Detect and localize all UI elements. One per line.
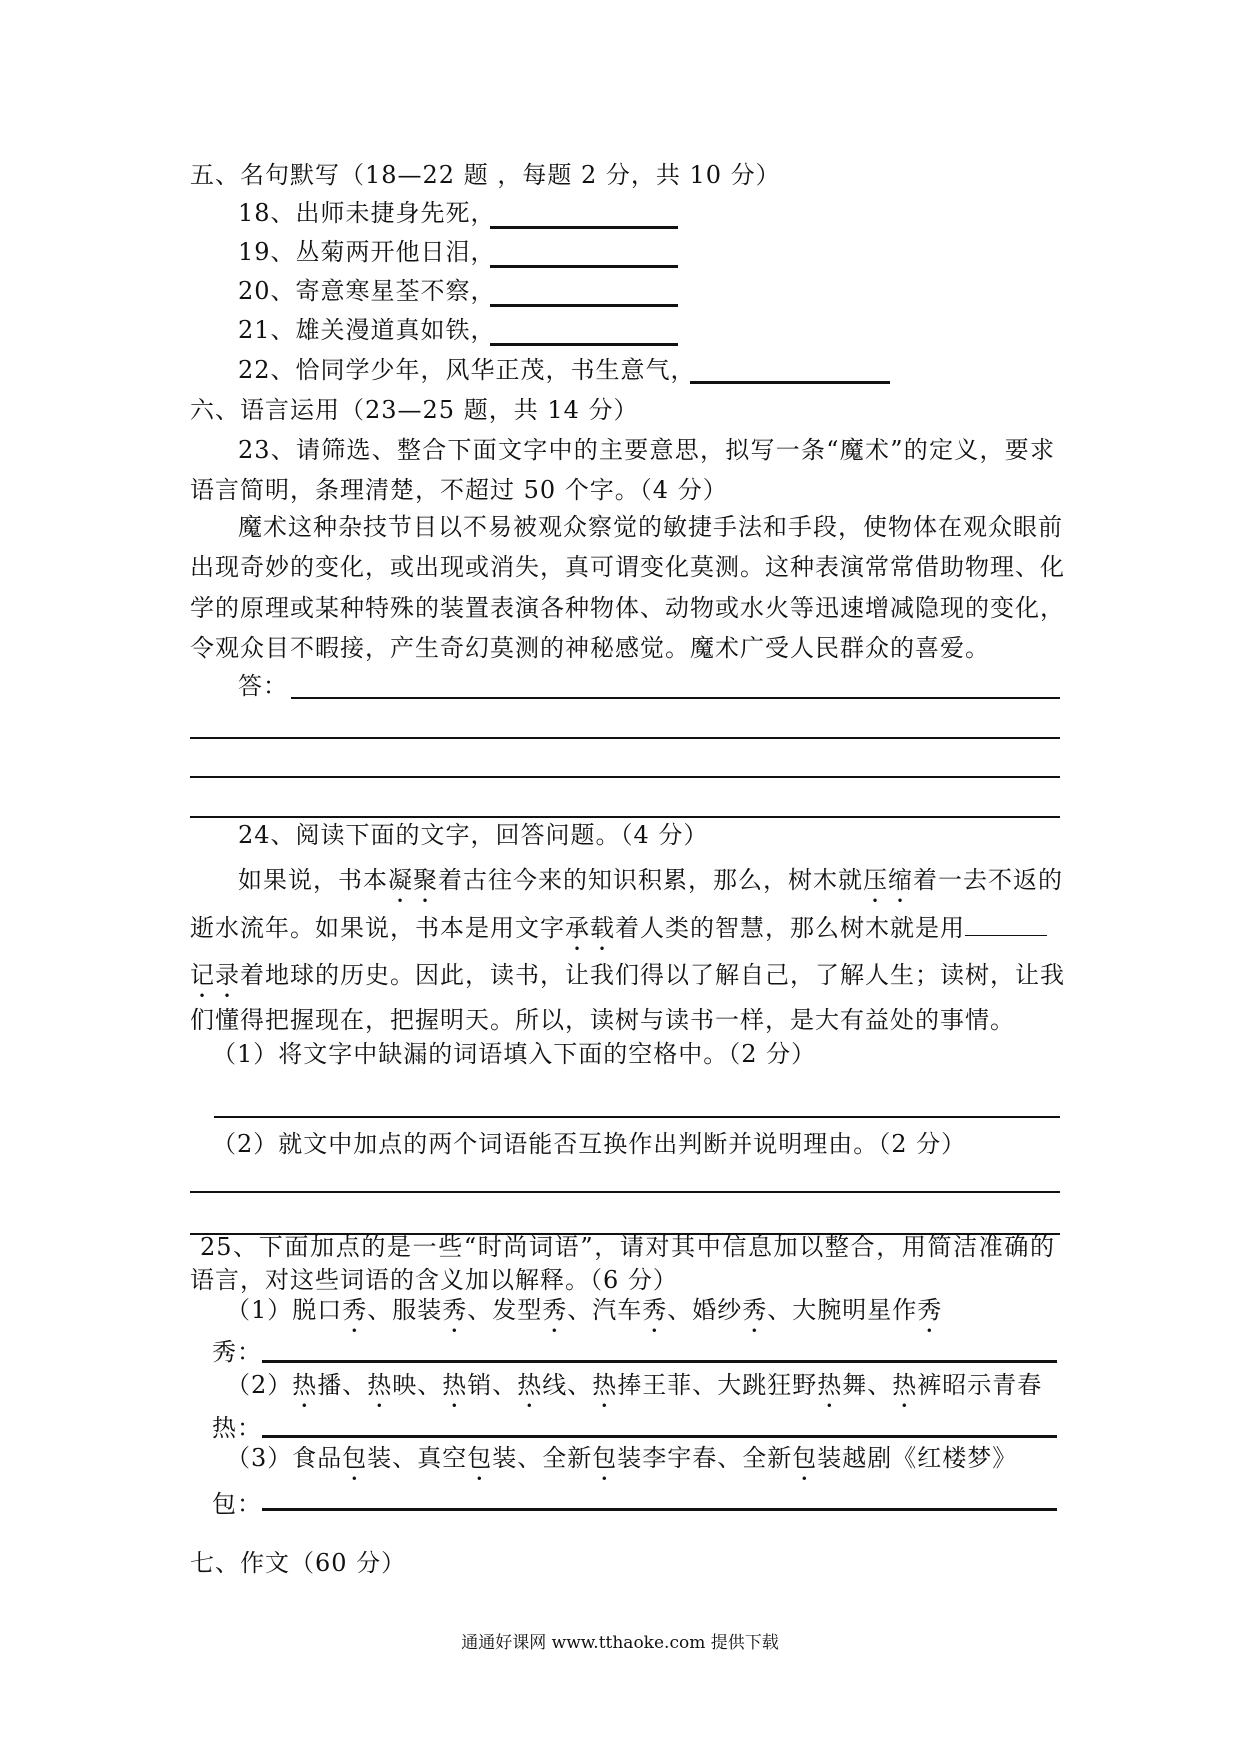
emphasized-char: 热 bbox=[592, 1371, 618, 1399]
q19-text: 19、丛菊两开他日泪， bbox=[238, 238, 496, 266]
text-segment: 装、全新 bbox=[492, 1444, 593, 1472]
emphasized-char: 热 bbox=[442, 1371, 468, 1399]
emphasized-word: 承载 bbox=[565, 914, 615, 942]
emphasized-char: 秀 bbox=[742, 1296, 768, 1324]
emphasized-char: 秀 bbox=[442, 1296, 468, 1324]
section6-title: 六、语言运用（23—25 题，共 14 分） bbox=[190, 396, 639, 424]
q23-passage-line2: 出现奇妙的变化，或出现或消失，真可谓变化莫测。这种表演常常借助物理、化 bbox=[190, 553, 1065, 581]
emphasized-char: 热 bbox=[367, 1371, 393, 1399]
q23-passage-line3: 学的原理或某种特殊的装置表演各种物体、动物或水火等迅速增减隐现的变化， bbox=[190, 594, 1065, 622]
text-segment: 裤昭示青春 bbox=[917, 1371, 1043, 1399]
emphasized-char: 包 bbox=[592, 1444, 618, 1472]
q25-sub2-label: 热： bbox=[212, 1414, 262, 1442]
q20-text: 20、寄意寒星荃不察， bbox=[238, 277, 496, 305]
q23-passage-line1: 魔术这种杂技节目以不易被观众察觉的敏捷手法和手段，使物体在观众眼前 bbox=[238, 513, 1063, 541]
q25-sub1-terms bbox=[226, 1294, 942, 1326]
emphasized-char: 秀 bbox=[542, 1296, 568, 1324]
q22-text: 22、恰同学少年，风华正茂，书生意气， bbox=[238, 356, 696, 384]
emphasized-char: 秀 bbox=[342, 1296, 368, 1324]
footer-download-notice: 通通好课网 www.tthaoke.com 提供下载 bbox=[461, 1633, 779, 1653]
text-segment: 着古往今来的知识积累，那么，树木就 bbox=[438, 866, 863, 894]
q25-sub3-answer-line[interactable] bbox=[262, 1508, 1057, 1511]
text-segment: 播、 bbox=[317, 1371, 368, 1399]
q23-answer-line-4[interactable] bbox=[190, 816, 1060, 818]
q21-answer-blank[interactable] bbox=[490, 343, 678, 346]
emphasized-char: 包 bbox=[792, 1444, 818, 1472]
text-segment: 映、 bbox=[392, 1371, 443, 1399]
q24-sub1: （1）将文字中缺漏的词语填入下面的空格中。（2 分） bbox=[212, 1040, 817, 1068]
text-segment: 舞、 bbox=[842, 1371, 893, 1399]
item-number: （1） bbox=[226, 1296, 293, 1324]
section7-title: 七、作文（60 分） bbox=[190, 1549, 407, 1577]
text-segment: 销、 bbox=[467, 1371, 518, 1399]
q24-passage-line1 bbox=[238, 864, 1063, 896]
text-segment: 捧王菲、大跳狂野 bbox=[617, 1371, 818, 1399]
text-segment: 脱口 bbox=[292, 1296, 343, 1324]
q18-answer-blank[interactable] bbox=[490, 226, 678, 229]
emphasized-word: 压缩 bbox=[863, 866, 913, 894]
q25-sub3-terms bbox=[226, 1442, 1017, 1474]
q19-answer-blank[interactable] bbox=[490, 265, 678, 268]
q23-prompt-line1: 23、请筛选、整合下面文字中的主要意思，拟写一条“魔术”的定义，要求 bbox=[238, 436, 1055, 464]
emphasized-char: 热 bbox=[817, 1371, 843, 1399]
item-number: （3） bbox=[226, 1444, 293, 1472]
fill-in-blank[interactable] bbox=[965, 911, 1047, 936]
text-segment: 装越剧《红楼梦》 bbox=[817, 1444, 1018, 1472]
q24-prompt: 24、阅读下面的文字，回答问题。（4 分） bbox=[238, 821, 709, 849]
q24-passage-line3 bbox=[190, 959, 1065, 991]
item-number: （2） bbox=[226, 1371, 293, 1399]
emphasized-word: 凝聚 bbox=[388, 866, 438, 894]
text-segment: 着一去不返的 bbox=[913, 866, 1063, 894]
text-segment: 着人类的智慧，那么树木就是用 bbox=[615, 914, 965, 942]
text-segment: 、婚纱 bbox=[667, 1296, 743, 1324]
q20-answer-blank[interactable] bbox=[490, 304, 678, 307]
text-segment: 、大腕明星作 bbox=[767, 1296, 918, 1324]
text-segment: 装、真空 bbox=[367, 1444, 468, 1472]
text-segment: 如果说，书本 bbox=[238, 866, 388, 894]
q25-sub2-terms bbox=[226, 1369, 1042, 1401]
emphasized-char: 热 bbox=[892, 1371, 918, 1399]
q25-sub3-label: 包： bbox=[212, 1490, 262, 1518]
q25-sub1-label: 秀： bbox=[212, 1338, 262, 1366]
text-segment: 食品 bbox=[292, 1444, 343, 1472]
text-segment: 装李宇春、全新 bbox=[617, 1444, 793, 1472]
q24-sub1-answer-line[interactable] bbox=[214, 1116, 1060, 1118]
q25-prompt-line1: 25、下面加点的是一些“时尚词语”，请对其中信息加以整合，用简洁准确的 bbox=[200, 1233, 1055, 1261]
q25-prompt-line2: 语言，对这些词语的含义加以解释。（6 分） bbox=[190, 1266, 678, 1294]
text-segment: 、发型 bbox=[467, 1296, 543, 1324]
q24-passage-line2 bbox=[190, 911, 1055, 943]
q24-passage-line4: 们懂得把握现在，把握明天。所以，读树与读书一样，是大有益处的事情。 bbox=[190, 1006, 1015, 1034]
q23-prompt-line2: 语言简明，条理清楚，不超过 50 个字。（4 分） bbox=[190, 476, 728, 504]
q24-sub2: （2）就文中加点的两个词语能否互换作出判断并说明理由。（2 分） bbox=[212, 1130, 967, 1158]
emphasized-char: 包 bbox=[467, 1444, 493, 1472]
emphasized-char: 热 bbox=[292, 1371, 318, 1399]
emphasized-char: 热 bbox=[517, 1371, 543, 1399]
emphasized-word: 记录 bbox=[190, 961, 240, 989]
q25-sub2-answer-line[interactable] bbox=[262, 1435, 1057, 1438]
emphasized-char: 秀 bbox=[917, 1296, 943, 1324]
q22-answer-blank[interactable] bbox=[690, 381, 890, 384]
q25-sub1-answer-line[interactable] bbox=[262, 1360, 1057, 1363]
emphasized-char: 秀 bbox=[642, 1296, 668, 1324]
text-segment: 、服装 bbox=[367, 1296, 443, 1324]
text-segment: 线、 bbox=[542, 1371, 593, 1399]
text-segment: 、汽车 bbox=[567, 1296, 643, 1324]
emphasized-char: 包 bbox=[342, 1444, 368, 1472]
q24-sub2-answer-line-1[interactable] bbox=[190, 1191, 1060, 1193]
text-segment: 逝水流年。如果说，书本是用文字 bbox=[190, 914, 565, 942]
q23-passage-line4: 令观众目不暇接，产生奇幻莫测的神秘感觉。魔术广受人民群众的喜爱。 bbox=[190, 634, 990, 662]
text-segment: 着地球的历史。因此，读书，让我们得以了解自己，了解人生；读树，让我 bbox=[240, 961, 1065, 989]
q23-answer-line-2[interactable] bbox=[190, 737, 1060, 739]
q23-answer-line-1[interactable] bbox=[291, 697, 1060, 699]
q23-answer-label: 答： bbox=[238, 672, 288, 700]
q23-answer-line-3[interactable] bbox=[190, 776, 1060, 778]
q18-text: 18、出师未捷身先死， bbox=[238, 199, 496, 227]
section5-title: 五、名句默写（18—22 题 ，每题 2 分，共 10 分） bbox=[190, 161, 781, 189]
q21-text: 21、雄关漫道真如铁， bbox=[238, 316, 496, 344]
